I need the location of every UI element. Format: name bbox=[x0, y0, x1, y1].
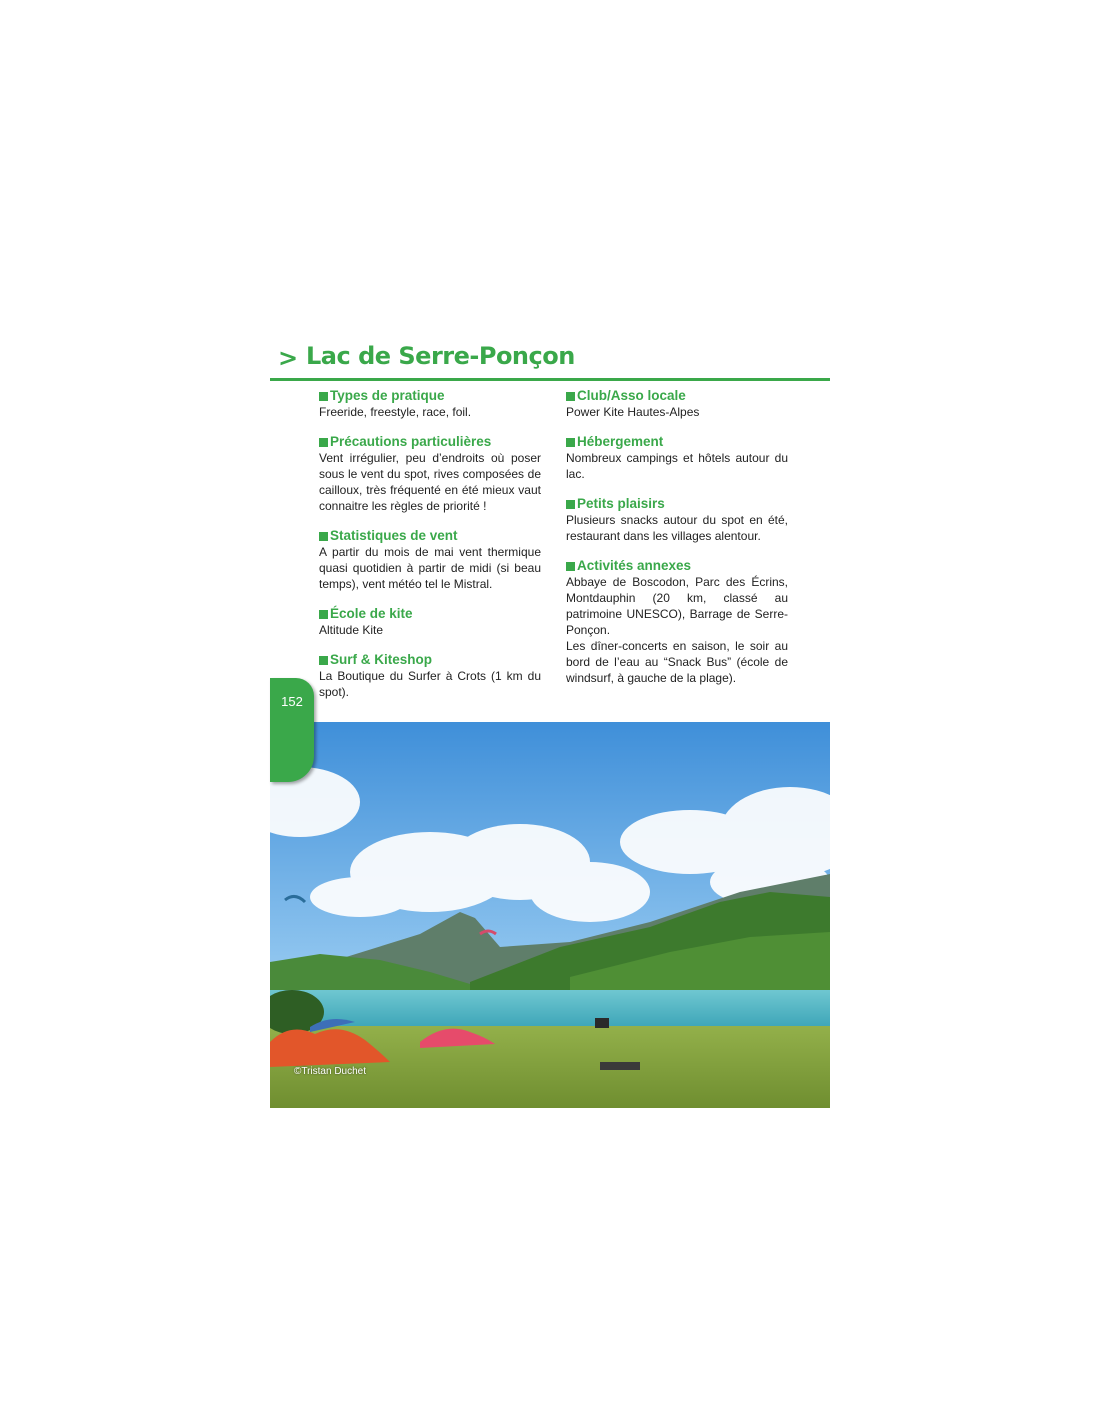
section-lodging bbox=[566, 434, 788, 482]
section-body: La Boutique du Surfer à Crots (1 km du spot). bbox=[319, 669, 541, 699]
section-heading: Statistiques de vent bbox=[330, 528, 458, 543]
section-heading: Précautions particulières bbox=[330, 434, 492, 449]
left-column bbox=[319, 388, 541, 714]
section-body: Abbaye de Boscodon, Parc des Écrins, Montdauphin (20 km, classé au patrimoine UNESCO), Barrage de Serre-Ponçon. Les dîner-concerts en saison, le soir au bord de l’eau au “Snack Bus” (école de windsurf, à gauche de la plage). bbox=[566, 575, 788, 685]
section-wind-stats bbox=[319, 528, 541, 592]
section-club bbox=[566, 388, 788, 420]
square-bullet-icon bbox=[319, 532, 328, 541]
guide-page bbox=[270, 330, 830, 1108]
right-column bbox=[566, 388, 788, 700]
section-body: A partir du mois de mai vent thermique quasi quotidien à partir de midi (si beau temps), vent météo tel le Mistral. bbox=[319, 545, 541, 591]
section-heading: Petits plaisirs bbox=[577, 496, 665, 511]
section-heading: Hébergement bbox=[577, 434, 664, 449]
square-bullet-icon bbox=[319, 610, 328, 619]
section-school bbox=[319, 606, 541, 638]
section-heading: Club/Asso locale bbox=[577, 388, 686, 403]
square-bullet-icon bbox=[319, 392, 328, 401]
section-body: Vent irrégulier, peu d’endroits où poser sous le vent du spot, rives composées de cailloux, très fréquenté en été mieux vaut connaitre les règles de priorité ! bbox=[319, 451, 541, 513]
photo-credit: ©Tristan Duchet bbox=[294, 1066, 367, 1077]
section-precautions bbox=[319, 434, 541, 514]
section-body: Power Kite Hautes-Alpes bbox=[566, 405, 700, 419]
title-arrow-icon: > bbox=[278, 344, 299, 372]
section-heading: Surf & Kiteshop bbox=[330, 652, 433, 667]
section-body: Freeride, freestyle, race, foil. bbox=[319, 405, 472, 419]
section-heading: École de kite bbox=[330, 606, 413, 621]
square-bullet-icon bbox=[566, 438, 575, 447]
square-bullet-icon bbox=[319, 438, 328, 447]
title-bar bbox=[270, 336, 830, 381]
lake-landscape-image bbox=[270, 722, 830, 1108]
section-body: Altitude Kite bbox=[319, 623, 384, 637]
section-types bbox=[319, 388, 541, 420]
square-bullet-icon bbox=[566, 562, 575, 571]
section-body: Nombreux campings et hôtels autour du lac. bbox=[566, 451, 788, 481]
page-title: Lac de Serre-Ponçon bbox=[306, 342, 575, 370]
section-body: Plusieurs snacks autour du spot en été, restaurant dans les villages alentour. bbox=[566, 513, 788, 543]
section-heading: Activités annexes bbox=[577, 558, 692, 573]
square-bullet-icon bbox=[566, 392, 575, 401]
square-bullet-icon bbox=[566, 500, 575, 509]
lake-photo bbox=[270, 722, 830, 1108]
section-heading: Types de pratique bbox=[330, 388, 445, 403]
section-shop bbox=[319, 652, 541, 700]
section-pleasures bbox=[566, 496, 788, 544]
section-activities bbox=[566, 558, 788, 686]
square-bullet-icon bbox=[319, 656, 328, 665]
page-number: 152 bbox=[281, 694, 303, 709]
